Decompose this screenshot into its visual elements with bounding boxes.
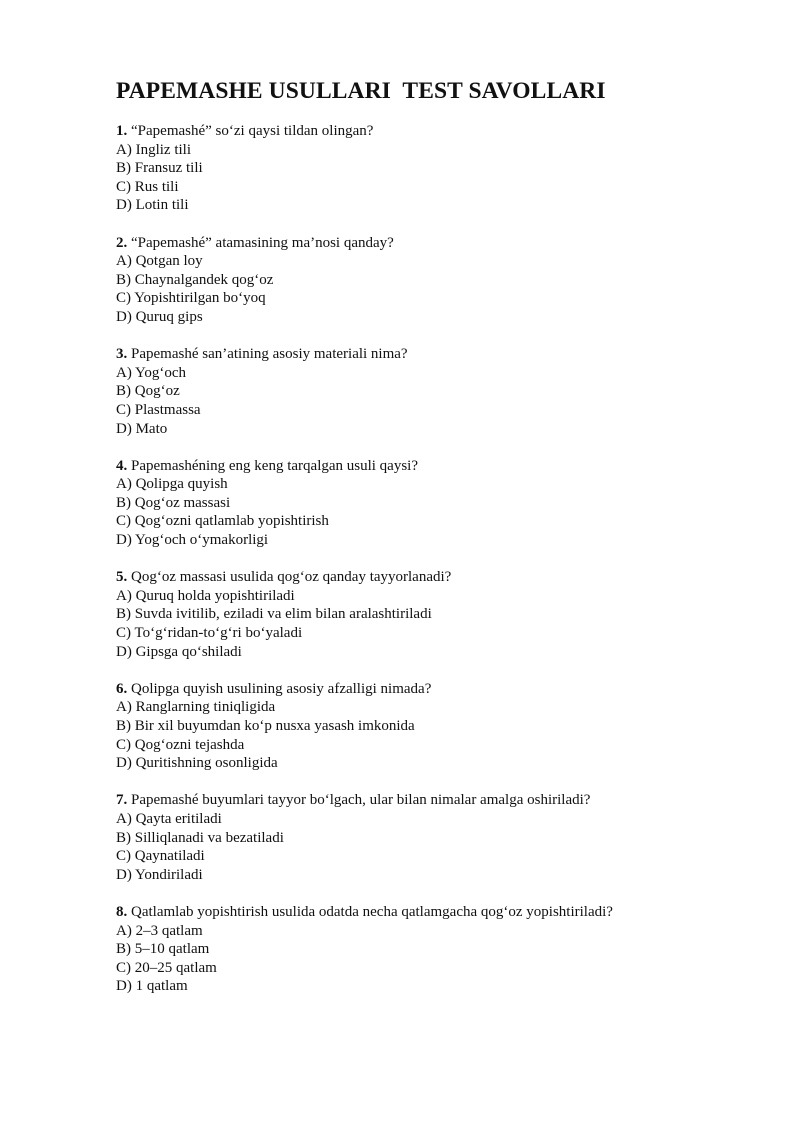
question-text: Papemashé san’atining asosiy materiali nima? <box>131 346 408 363</box>
answer-option: D) Gipsga qo‘shiladi <box>116 643 242 660</box>
question-line <box>116 680 756 699</box>
answer-option: C) Plastmassa <box>116 401 201 418</box>
question-number: 7. <box>116 792 128 809</box>
answer-option: B) Qog‘oz massasi <box>116 494 231 511</box>
answer-option: C) Qog‘ozni tejashda <box>116 736 245 753</box>
answer-option: B) Bir xil buyumdan ko‘p nusxa yasash imkonida <box>116 718 415 734</box>
question-item <box>116 345 756 438</box>
question-number: 4. <box>116 457 128 474</box>
answer-option: D) Yondiriladi <box>116 866 203 883</box>
answer-option: C) To‘g‘ridan-to‘g‘ri bo‘yaladi <box>116 625 303 642</box>
answer-option: C) Qog‘ozni qatlamlab yopishtirish <box>116 513 329 530</box>
answer-option: B) Qog‘oz <box>116 383 180 400</box>
answer-option: D) Quritishning osonligida <box>116 755 278 772</box>
answer-option: A) Ranglarning tiniqligida <box>116 699 276 716</box>
answer-option: A) Quruq holda yopishtiriladi <box>116 587 295 604</box>
question-item <box>116 568 756 661</box>
answer-option: A) Qolipga quyish <box>116 476 228 493</box>
question-line <box>116 234 756 253</box>
question-text: “Papemashé” so‘zi qaysi tildan olingan? <box>131 123 374 139</box>
answer-option: B) Chaynalgandek qog‘oz <box>116 271 274 288</box>
question-text: Qog‘oz massasi usulida qog‘oz qanday tayyorlanadi? <box>131 569 452 586</box>
question-item <box>116 791 756 884</box>
question-line <box>116 122 756 141</box>
answer-option: A) 2–3 qatlam <box>116 922 203 939</box>
question-item <box>116 234 756 327</box>
page-title: PAPEMASHE USULLARI TEST SAVOLLARI <box>116 78 606 104</box>
answer-option: A) Yog‘och <box>116 364 187 381</box>
question-number: 3. <box>116 346 128 363</box>
question-line <box>116 568 756 587</box>
answer-option: A) Qotgan loy <box>116 253 203 270</box>
answer-option: A) Ingliz tili <box>116 141 191 158</box>
document-page <box>116 76 756 1015</box>
answer-option: C) Qaynatiladi <box>116 848 205 865</box>
answer-option: B) 5–10 qatlam <box>116 941 210 958</box>
question-item <box>116 680 756 773</box>
answer-option: B) Fransuz tili <box>116 160 203 177</box>
question-list <box>116 122 756 996</box>
question-text: Qatlamlab yopishtirish usulida odatda necha qatlamgacha qog‘oz yopishtiriladi? <box>131 903 613 920</box>
question-text: Papemashéning eng keng tarqalgan usuli qaysi? <box>131 457 419 474</box>
question-line <box>116 345 756 364</box>
answer-option: C) Rus tili <box>116 178 179 195</box>
question-number: 8. <box>116 903 128 920</box>
answer-option: D) Mato <box>116 420 168 437</box>
answer-option: D) Lotin tili <box>116 197 189 214</box>
question-text: Papemashé buyumlari tayyor bo‘lgach, ular bilan nimalar amalga oshiriladi? <box>131 792 591 809</box>
answer-option: C) 20–25 qatlam <box>116 959 217 976</box>
answer-option: A) Qayta eritiladi <box>116 810 222 827</box>
question-number: 1. <box>116 123 128 139</box>
question-item <box>116 457 756 550</box>
question-item <box>116 122 756 215</box>
answer-option: D) 1 qatlam <box>116 978 188 995</box>
question-number: 6. <box>116 680 128 697</box>
answer-option: C) Yopishtirilgan bo‘yoq <box>116 290 266 307</box>
question-line <box>116 903 756 922</box>
question-number: 2. <box>116 234 128 251</box>
answer-option: D) Yog‘och o‘ymakorligi <box>116 532 269 549</box>
question-item <box>116 903 756 996</box>
answer-option: B) Silliqlanadi va bezatiladi <box>116 829 284 846</box>
question-text: “Papemashé” atamasining ma’nosi qanday? <box>131 234 394 251</box>
question-line <box>116 791 756 810</box>
question-line <box>116 457 756 476</box>
question-text: Qolipga quyish usulining asosiy afzalligi nimada? <box>131 680 432 697</box>
answer-option: D) Quruq gips <box>116 308 203 325</box>
question-number: 5. <box>116 569 128 586</box>
answer-option: B) Suvda ivitilib, eziladi va elim bilan aralashtiriladi <box>116 606 432 623</box>
